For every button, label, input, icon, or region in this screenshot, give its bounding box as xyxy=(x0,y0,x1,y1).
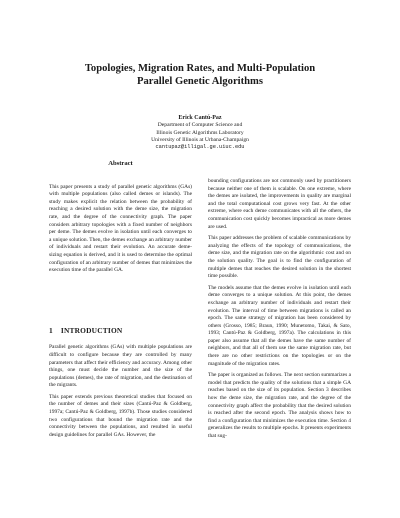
author-lab: Illinois Genetic Algorithms Laboratory xyxy=(156,129,244,136)
right-column xyxy=(208,178,351,445)
abstract-text: This paper presents a study of parallel genetic algorithms (GAs) with multiple populations (also called demes or islands). The study makes explicit the relation between the probability of reaching a desired solution with the deme size, the migration rate, and the degree of the connectivity graph. The paper considers arbitrary topologies with a fixed number of neighbors per deme. The demes evolve in isolation until each converges to a unique solution. Then, the demes exchange an arbitrary number of individuals and restart their evolution. An accurate deme-sizing equation is derived, and it is used to determine the optimal configuration of an arbitrary number of demes that minimizes the execution time of the parallel GA. xyxy=(49,183,192,274)
right-paragraph-1: bounding configurations are not commonly used by practitioners because neither one of them is scalable. On one extreme, where the demes are isolated, the improvements in quality are marginal and the total computational cost grows very fast. At the other extreme, where each deme communicates with all the others, the communication cost quickly becomes impractical as more demes are used. xyxy=(208,178,351,230)
author-name: Erick Cantú-Paz xyxy=(178,115,222,121)
intro-paragraph-2: This paper extends previous theoretical studies that focused on the number of demes and their sizes (Cantú-Paz & Goldberg, 1997a; Cantú-Paz & Goldberg, 1997b). Those studies considered two configurations that bound the migration rate and the connectivity between the populations, and resulted in useful design guidelines for parallel GAs. However, the xyxy=(49,393,192,438)
section-number: 1 xyxy=(49,325,53,335)
abstract-heading: Abstract xyxy=(108,160,133,167)
section-heading xyxy=(49,327,192,335)
right-paragraph-2: This paper addresses the problem of scalable communications by analyzing the effects of the topology of communications, the deme size, and the migration rate on the algorithmic cost and on the solution quality. The goal is to find the configuration of multiple demes that reaches the desired solution in the shortest time possible. xyxy=(208,235,351,280)
section-title: INTRODUCTION xyxy=(60,325,123,335)
intro-paragraph-1: Parallel genetic algorithms (GAs) with multiple populations are difficult to configure because they are controlled by many parameters that affect their efficiency and accuracy. Among other things, one must decide the number and the size of the populations (demes), the rate of migration, and the destination of the migrants. xyxy=(49,344,192,389)
author-email: cantupaz@illigal.ge.uiuc.edu xyxy=(155,144,245,151)
title-line-2: Parallel Genetic Algorithms xyxy=(137,76,263,87)
author-university: University of Illinois at Urbana-Champaign xyxy=(151,136,249,143)
right-paragraph-4: The paper is organized as follows. The next section summarizes a model that predicts the quality of the solutions that a simple GA reaches based on the size of its population. Section 3 describes how the deme size, the migration rate, and the degree of the connectivity graph affect the probability that the desired solution is reached after the second epoch. The analysis shows how to find a configuration that minimizes the execution time. Section 4 generalizes the results to multiple epochs. It presents experiments that sug- xyxy=(208,372,351,439)
paper-title xyxy=(0,62,400,88)
title-line-1: Topologies, Migration Rates, and Multi-Population xyxy=(84,63,316,74)
left-column xyxy=(49,160,192,443)
right-paragraph-3: The models assume that the demes evolve in isolation until each deme converges to a unique solution. At this point, the demes exchange an arbitrary number of individuals and restart their evolution. The interval of time between migrations is called an epoch. The same strategy of migration has been considered by others (Grosso, 1985; Braun, 1990; Munetomo, Takai, & Sato, 1993; Cantú-Paz & Goldberg, 1997a). The calculations in this paper also assume that all the demes have the same number of neighbors, and that all of them use the same migration rate, but there are no other restrictions on the topologies or on the magnitude of the migration rates. xyxy=(208,284,351,367)
author-department: Department of Computer Science and xyxy=(157,122,243,129)
author-block xyxy=(0,115,400,151)
